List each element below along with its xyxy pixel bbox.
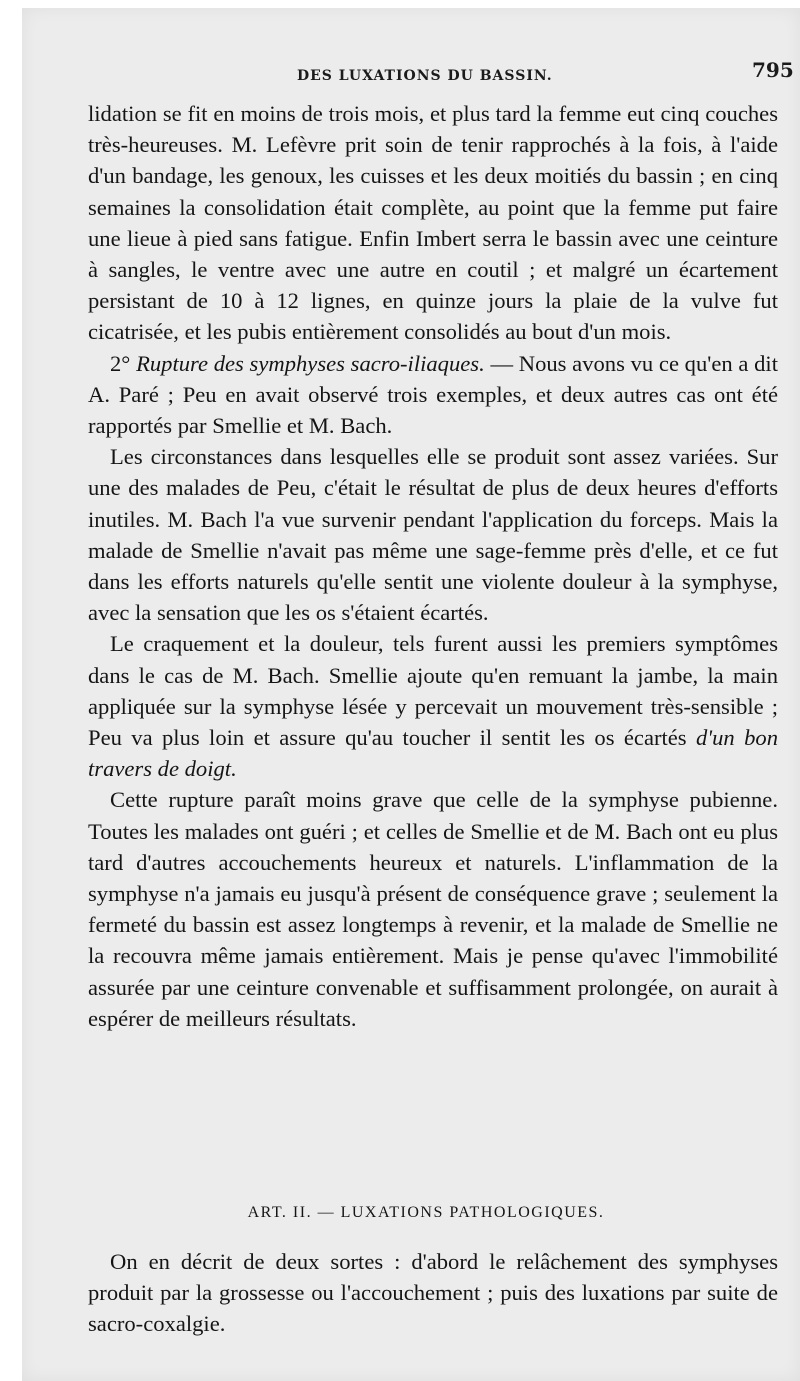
paragraph-4-text: Le craquement et la douleur, tels furent aussi les premiers symptômes dans le cas de M. Bach. Smellie ajoute qu'en remuant la jambe, la main appliquée sur la symphyse lésée y percevait un mouvement très-sensible ; Peu va plus loin et assure qu'au toucher il sentit les os écartés xyxy=(88,631,778,751)
paragraph-5-text: Cette rupture paraît moins grave que celle de la symphyse pubienne. Toutes les malades ont guéri ; et celles de Smellie et de M. Bach ont eu plus tard d'autres accouchements heureux et naturels. L'inflammation de la symphyse n'a jamais eu jusqu'à présent de conséquence grave ; seulement la fermeté du bassin est assez longtemps à revenir, et la malade de Smellie ne la recouvra même jamais entièrement. Mais je pense qu'avec l'immobilité assurée par une ceinture convenable et suffisamment prolongée, on aurait à espérer de meilleurs résultats. xyxy=(88,787,778,1031)
paragraph-1-text: lidation se fit en moins de trois mois, et plus tard la femme eut cinq couches très-heureuses. M. Lefèvre prit soin de tenir rapprochés à la fois, à l'aide d'un bandage, les genoux, les cuisses et les deux moitiés du bassin ; en cinq semaines la consolidation était complète, au point que la femme put faire une lieue à pied sans fatigue. Enfin Imbert serra le bassin avec une ceinture à sangles, le ventre avec une autre en coutil ; et malgré un écartement persistant de 10 à 12 lignes, en quinze jours la plaie de la vulve fut cicatrisée, et les pubis entièrement consolidés au bout d'un mois. xyxy=(88,101,778,345)
body-text xyxy=(88,98,778,1034)
section-paragraph xyxy=(88,1246,778,1340)
section-heading: ART. II. — LUXATIONS PATHOLOGIQUES. xyxy=(247,1204,605,1221)
paragraph-2 xyxy=(88,348,778,442)
paragraph-1 xyxy=(88,98,778,348)
subsection-title: Rupture des symphyses sacro-iliaques. xyxy=(136,350,485,376)
book-page xyxy=(22,8,800,1381)
page-number: 795 xyxy=(752,58,794,82)
paragraph-5 xyxy=(88,784,778,1034)
paragraph-4-italic: d'un bon travers de doigt. xyxy=(88,725,778,782)
list-marker: 2° xyxy=(110,350,131,376)
running-head: DES LUXATIONS DU BASSIN. xyxy=(297,68,553,84)
paragraph-4 xyxy=(88,628,778,784)
paragraph-3-text: Les circonstances dans lesquelles elle se produit sont assez variées. Sur une des malades de Peu, c'était le résultat de plus de deux heures d'efforts inutiles. M. Bach l'a vue survenir pendant l'application du forceps. Mais la malade de Smellie n'avait pas même une sage-femme près d'elle, et ce fut dans les efforts naturels qu'elle sentit une violente douleur à la symphyse, avec la sensation que les os s'étaient écartés. xyxy=(88,444,778,626)
paragraph-3 xyxy=(88,441,778,628)
section-body xyxy=(88,1246,778,1340)
paragraph-2-text: — Nous avons vu ce qu'en a dit A. Paré ; Peu en avait observé trois exemples, et deux autres cas ont été rapportés par Smellie et M. Bach. xyxy=(88,350,778,439)
section-paragraph-text: On en décrit de deux sortes : d'abord le relâchement des symphyses produit par la grossesse ou l'accouchement ; puis des luxations par suite de sacro-coxalgie. xyxy=(88,1249,778,1337)
